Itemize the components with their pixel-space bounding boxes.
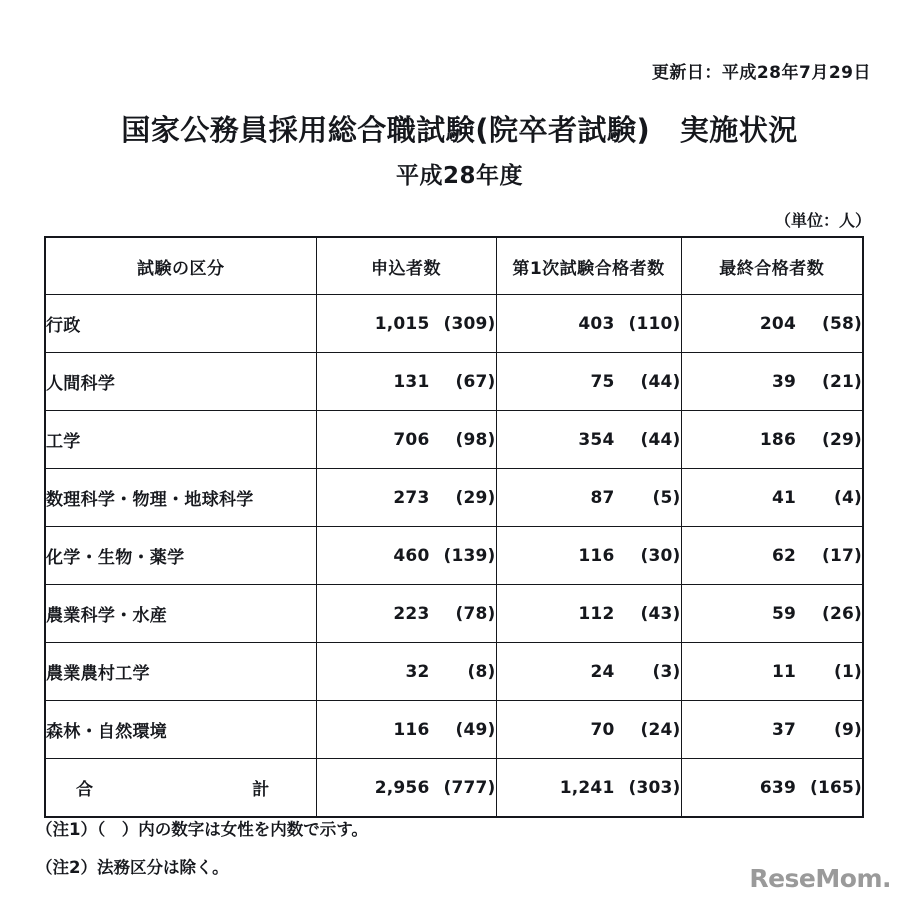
cell-first-pass [496, 527, 681, 585]
cell-total-label [45, 759, 316, 818]
cell-first-pass [496, 411, 681, 469]
value-total: 354 [578, 429, 615, 450]
value-total: 273 [393, 487, 430, 508]
table-body [45, 295, 863, 818]
value-female: (43) [640, 603, 681, 624]
cell-final-pass [681, 585, 863, 643]
value-total: 75 [590, 371, 615, 392]
cell-final-pass [681, 411, 863, 469]
value-total: 37 [771, 719, 796, 740]
value-total: 131 [393, 371, 430, 392]
column-header-applicants: 申込者数 [316, 237, 496, 295]
cell-final-pass [681, 469, 863, 527]
cell-applicants [316, 701, 496, 759]
watermark-dot: . [882, 864, 891, 893]
value-total: 403 [578, 313, 615, 334]
value-female: (4) [834, 487, 862, 508]
cell-total-applicants [316, 759, 496, 818]
value-female: (303) [628, 777, 681, 798]
value-total: 639 [759, 777, 796, 798]
cell-category: 化学・生物・薬学 [45, 527, 316, 585]
total-label-right: 計 [252, 780, 270, 800]
value-total: 223 [393, 603, 430, 624]
value-female: (44) [640, 429, 681, 450]
column-header-final-pass: 最終合格者数 [681, 237, 863, 295]
value-total: 59 [771, 603, 796, 624]
cell-category: 農業科学・水産 [45, 585, 316, 643]
value-female: (78) [455, 603, 496, 624]
value-total: 112 [578, 603, 615, 624]
cell-final-pass [681, 643, 863, 701]
value-total: 11 [771, 661, 796, 682]
statistics-table [44, 236, 864, 818]
value-total: 39 [771, 371, 796, 392]
value-female: (58) [822, 313, 862, 334]
cell-first-pass [496, 643, 681, 701]
value-total: 41 [771, 487, 796, 508]
value-female: (49) [455, 719, 496, 740]
title-block [0, 112, 919, 190]
cell-applicants [316, 295, 496, 353]
value-female: (8) [467, 661, 496, 682]
watermark [749, 864, 891, 893]
value-total: 1,241 [559, 777, 615, 798]
value-female: (9) [834, 719, 862, 740]
statistics-table-container [44, 236, 862, 818]
value-female: (24) [640, 719, 681, 740]
cell-applicants [316, 527, 496, 585]
value-total: 116 [578, 545, 615, 566]
table-row [45, 527, 863, 585]
value-total: 116 [393, 719, 430, 740]
cell-applicants [316, 411, 496, 469]
cell-category: 工学 [45, 411, 316, 469]
column-header-category: 試験の区分 [45, 237, 316, 295]
value-total: 24 [590, 661, 615, 682]
cell-category: 森林・自然環境 [45, 701, 316, 759]
table-row [45, 469, 863, 527]
page-subtitle: 平成28年度 [395, 163, 523, 190]
value-total: 87 [590, 487, 615, 508]
cell-applicants [316, 585, 496, 643]
page-title: 国家公務員採用総合職試験(院卒者試験) 実施状況 [121, 113, 798, 147]
table-header-row [45, 237, 863, 295]
table-row [45, 701, 863, 759]
cell-first-pass [496, 701, 681, 759]
cell-category: 数理科学・物理・地球科学 [45, 469, 316, 527]
value-female: (139) [443, 545, 496, 566]
value-female: (29) [822, 429, 862, 450]
value-female: (21) [822, 371, 862, 392]
column-header-first-pass: 第1次試験合格者数 [496, 237, 681, 295]
cell-first-pass [496, 469, 681, 527]
value-total: 460 [393, 545, 430, 566]
value-female: (30) [640, 545, 681, 566]
cell-total-first-pass [496, 759, 681, 818]
total-label-left: 合 [76, 780, 94, 800]
value-total: 186 [759, 429, 796, 450]
value-total: 1,015 [374, 313, 430, 334]
cell-total-final-pass [681, 759, 863, 818]
cell-final-pass [681, 295, 863, 353]
value-total: 70 [590, 719, 615, 740]
cell-applicants [316, 643, 496, 701]
cell-applicants [316, 469, 496, 527]
cell-final-pass [681, 353, 863, 411]
value-total: 62 [771, 545, 796, 566]
value-female: (26) [822, 603, 862, 624]
value-female: (98) [455, 429, 496, 450]
cell-first-pass [496, 353, 681, 411]
footnotes [36, 822, 368, 897]
value-female: (309) [443, 313, 496, 334]
cell-first-pass [496, 585, 681, 643]
value-female: (777) [443, 777, 496, 798]
cell-final-pass [681, 701, 863, 759]
value-female: (29) [455, 487, 496, 508]
table-row [45, 295, 863, 353]
table-row [45, 353, 863, 411]
footnote-2: （注2）法務区分は除く。 [36, 857, 229, 877]
cell-applicants [316, 353, 496, 411]
table-row [45, 411, 863, 469]
value-female: (67) [455, 371, 496, 392]
value-female: (5) [652, 487, 681, 508]
value-total: 2,956 [374, 777, 430, 798]
table-total-row [45, 759, 863, 818]
table-row [45, 585, 863, 643]
update-date: 更新日：平成28年7月29日 [651, 63, 871, 83]
value-female: (165) [809, 777, 862, 798]
watermark-text: ReseMom [749, 864, 882, 893]
value-female: (17) [822, 545, 862, 566]
cell-category: 行政 [45, 295, 316, 353]
value-female: (44) [640, 371, 681, 392]
value-total: 32 [405, 661, 430, 682]
value-female: (1) [834, 661, 862, 682]
value-total: 706 [393, 429, 430, 450]
cell-category: 人間科学 [45, 353, 316, 411]
value-female: (3) [652, 661, 681, 682]
footnote-1: （注1）（ ）内の数字は女性を内数で示す。 [36, 820, 368, 839]
value-total: 204 [759, 313, 796, 334]
table-row [45, 643, 863, 701]
cell-final-pass [681, 527, 863, 585]
unit-note: （単位：人） [774, 211, 871, 230]
cell-first-pass [496, 295, 681, 353]
value-female: (110) [628, 313, 681, 334]
cell-category: 農業農村工学 [45, 643, 316, 701]
